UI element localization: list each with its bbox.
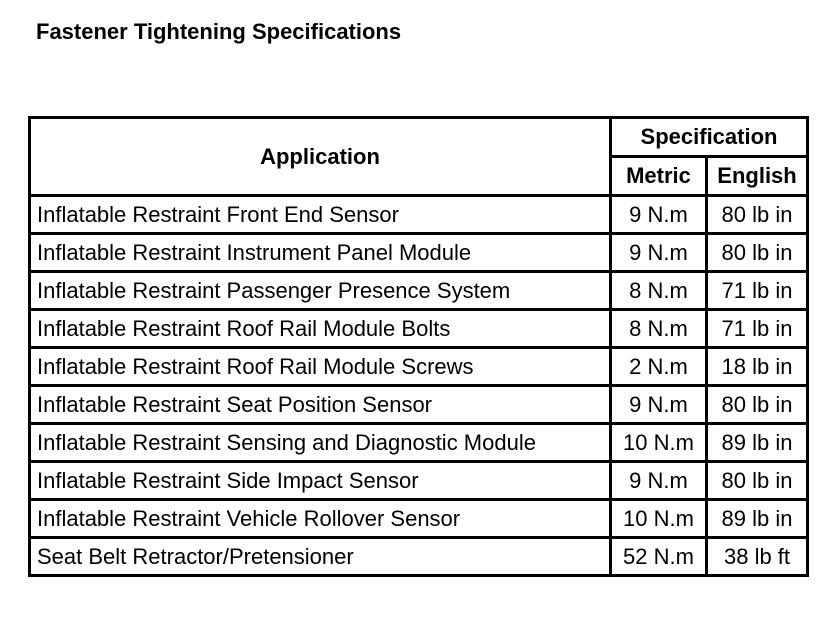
table-row (30, 424, 808, 462)
application-cell: Seat Belt Retractor/Pretensioner (30, 538, 611, 576)
english-cell: 71 lb in (707, 272, 808, 310)
page-title: Fastener Tightening Specifications (36, 19, 402, 44)
english-cell: 80 lb in (707, 196, 808, 234)
table-row (30, 272, 808, 310)
metric-cell: 10 N.m (611, 424, 707, 462)
metric-cell: 2 N.m (611, 348, 707, 386)
metric-cell: 9 N.m (611, 196, 707, 234)
metric-cell: 10 N.m (611, 500, 707, 538)
application-cell: Inflatable Restraint Seat Position Sensor (30, 386, 611, 424)
english-cell: 89 lb in (707, 500, 808, 538)
table-row (30, 348, 808, 386)
header-row (30, 118, 808, 157)
table-row (30, 462, 808, 500)
english-cell: 89 lb in (707, 424, 808, 462)
english-cell: 18 lb in (707, 348, 808, 386)
metric-cell: 8 N.m (611, 272, 707, 310)
application-cell: Inflatable Restraint Roof Rail Module Bolts (30, 310, 611, 348)
fastener-spec-table (28, 116, 809, 577)
table-row (30, 500, 808, 538)
application-cell: Inflatable Restraint Vehicle Rollover Sensor (30, 500, 611, 538)
application-cell: Inflatable Restraint Passenger Presence System (30, 272, 611, 310)
metric-cell: 52 N.m (611, 538, 707, 576)
application-header: Application (30, 118, 611, 196)
application-cell: Inflatable Restraint Roof Rail Module Screws (30, 348, 611, 386)
specification-header: Specification (611, 118, 808, 157)
metric-header: Metric (611, 157, 707, 196)
table-row (30, 310, 808, 348)
table-row (30, 386, 808, 424)
metric-cell: 9 N.m (611, 386, 707, 424)
table-row (30, 234, 808, 272)
table-row (30, 196, 808, 234)
english-cell: 80 lb in (707, 234, 808, 272)
application-cell: Inflatable Restraint Front End Sensor (30, 196, 611, 234)
english-cell: 38 lb ft (707, 538, 808, 576)
metric-cell: 9 N.m (611, 234, 707, 272)
metric-cell: 8 N.m (611, 310, 707, 348)
english-cell: 80 lb in (707, 462, 808, 500)
english-cell: 80 lb in (707, 386, 808, 424)
application-cell: Inflatable Restraint Sensing and Diagnostic Module (30, 424, 611, 462)
english-cell: 71 lb in (707, 310, 808, 348)
metric-cell: 9 N.m (611, 462, 707, 500)
english-header: English (707, 157, 808, 196)
table-row (30, 538, 808, 576)
application-cell: Inflatable Restraint Instrument Panel Module (30, 234, 611, 272)
application-cell: Inflatable Restraint Side Impact Sensor (30, 462, 611, 500)
